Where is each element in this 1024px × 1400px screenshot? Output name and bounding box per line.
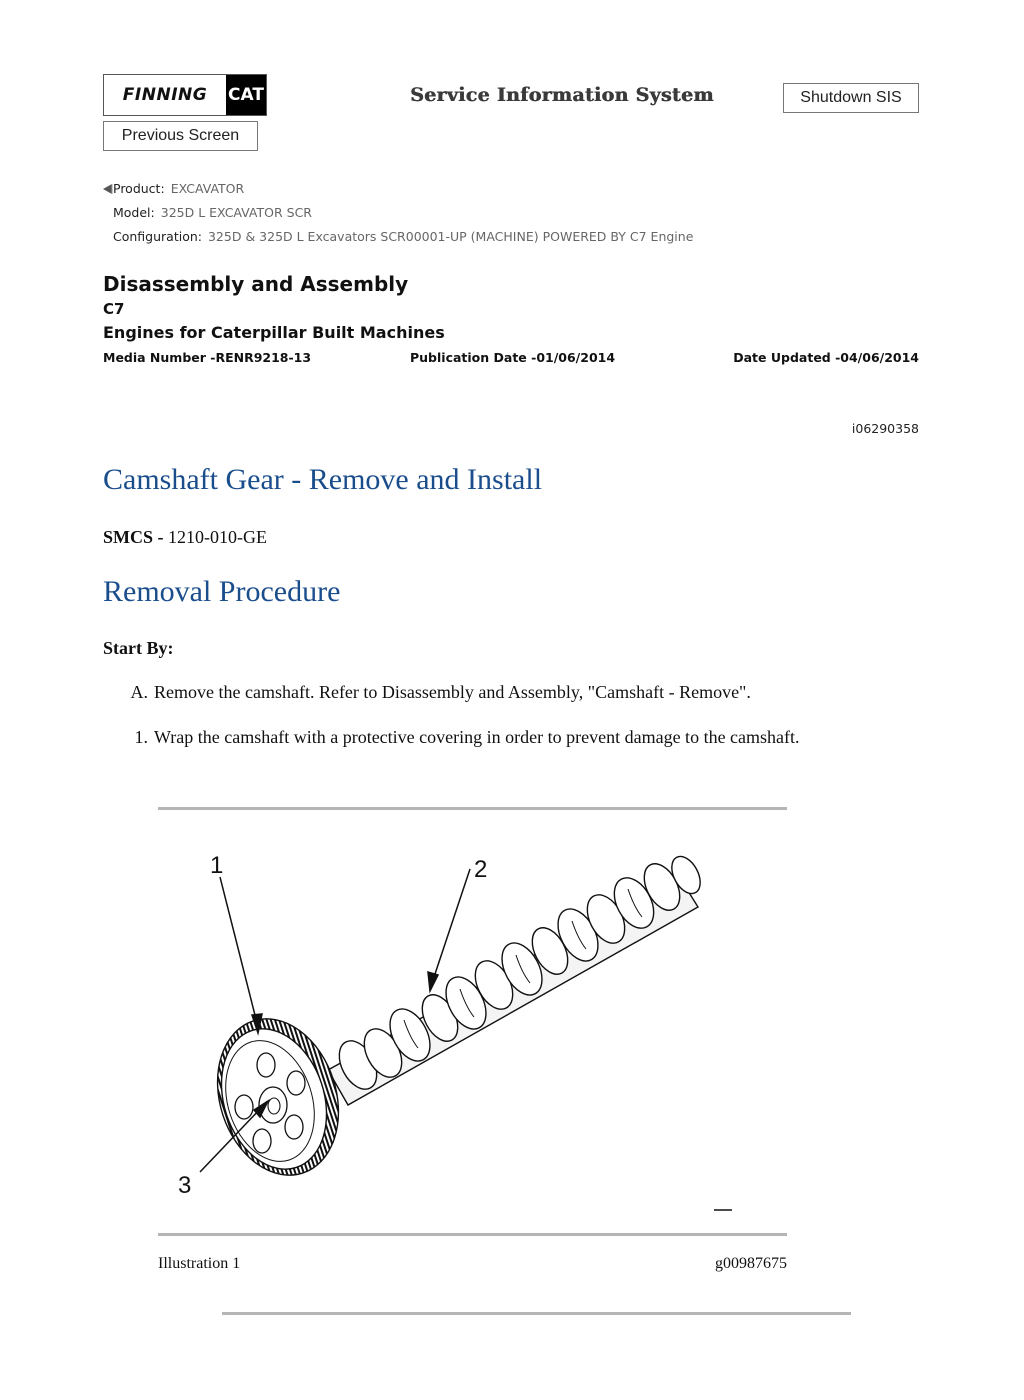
- start-by-label: Start By:: [103, 638, 174, 658]
- section-end-rule: [222, 1312, 851, 1315]
- publication-info-row: [103, 350, 919, 366]
- back-arrow-icon[interactable]: [103, 184, 113, 194]
- media-number: Media Number -RENR9218-13: [103, 350, 312, 365]
- configuration-label: Configuration:: [113, 229, 202, 244]
- date-updated: Date Updated -04/06/2014: [733, 350, 919, 365]
- callout-label-3: 3: [178, 1172, 192, 1199]
- camshaft-shaft: [328, 852, 706, 1105]
- publication-heading: Disassembly and Assembly: [103, 272, 409, 296]
- smcs-label: SMCS -: [103, 527, 164, 547]
- model-value: 325D L EXCAVATOR SCR: [160, 205, 312, 220]
- configuration-row: [113, 229, 693, 244]
- camshaft-gear: [198, 1003, 358, 1191]
- step-text: Wrap the camshaft with a protective covering in order to prevent damage to the camshaft.: [154, 727, 800, 747]
- logo-brand-text: FINNING: [122, 85, 208, 105]
- publication-subheading: Engines for Caterpillar Built Machines: [103, 323, 445, 342]
- model-label: Model:: [113, 205, 155, 220]
- step-marker: 1.: [134, 727, 148, 747]
- document-id: i06290358: [851, 421, 919, 436]
- callout-label-2: 2: [474, 856, 488, 883]
- shutdown-sis-button[interactable]: Shutdown SIS: [783, 83, 919, 113]
- finning-cat-logo: [103, 74, 267, 116]
- illustration-graphic-id: g00987675: [715, 1255, 787, 1272]
- section-title: Removal Procedure: [103, 575, 341, 608]
- previous-screen-button[interactable]: Previous Screen: [103, 121, 258, 151]
- product-label: Product:: [113, 181, 165, 196]
- camshaft-illustration: [158, 815, 787, 1227]
- illustration-bottom-rule: [158, 1233, 787, 1236]
- illustration-top-rule: [158, 807, 787, 810]
- product-value: EXCAVATOR: [170, 181, 245, 196]
- configuration-value: 325D & 325D L Excavators SCR00001-UP (MACHINE) POWERED BY C7 Engine: [207, 229, 694, 244]
- publication-date: Publication Date -01/06/2014: [410, 350, 616, 365]
- callout-label-1: 1: [210, 852, 224, 879]
- system-title: Service Information System: [410, 84, 714, 106]
- model-row: [113, 205, 312, 220]
- page-title: Camshaft Gear - Remove and Install: [103, 463, 543, 496]
- step-item: [120, 682, 751, 703]
- engine-model: C7: [103, 300, 125, 318]
- smcs-code: 1210-010-GE: [168, 527, 267, 547]
- step-text: Remove the camshaft. Refer to Disassembly and Assembly, "Camshaft - Remove".: [154, 682, 751, 702]
- step-marker: A.: [130, 682, 148, 702]
- callout-2: [428, 869, 470, 991]
- illustration-caption: Illustration 1: [158, 1255, 241, 1272]
- step-item: [120, 727, 800, 748]
- smcs-code-line: [103, 527, 267, 548]
- product-row: [103, 181, 244, 196]
- callout-1: [220, 877, 262, 1033]
- logo-cat-mark: CAT: [226, 75, 266, 115]
